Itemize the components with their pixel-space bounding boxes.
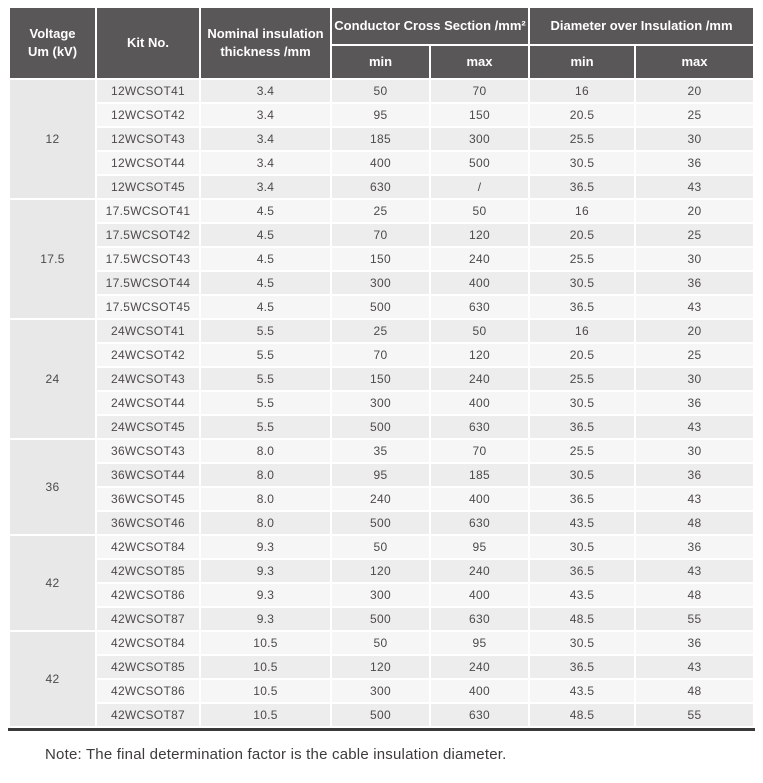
ccs-min-cell: 50: [373, 84, 388, 98]
kit-no-cell: 24WCSOT42: [110, 348, 186, 362]
ccs-max-cell: 300: [469, 132, 490, 146]
dia-min-cell: 36.5: [569, 660, 595, 674]
ccs-max-cell: 150: [469, 108, 490, 122]
dia-min-cell: 25.5: [569, 252, 595, 266]
table-row: [10, 584, 753, 606]
ccs-min-cell: 500: [370, 516, 391, 530]
thickness-cell: 10.5: [253, 636, 278, 650]
table-row: [10, 680, 753, 702]
table-bottom-rule: [8, 728, 755, 731]
ccs-max-cell: 400: [469, 588, 490, 602]
dia-min-cell: 16: [575, 204, 589, 218]
header-voltage-line1: Voltage: [29, 26, 76, 42]
ccs-max-cell: 630: [469, 300, 490, 314]
table-row: [10, 488, 753, 510]
dia-min-cell: 36.5: [569, 564, 595, 578]
thickness-cell: 5.5: [256, 324, 275, 338]
table-row: [10, 296, 753, 318]
dia-min-cell: 36.5: [569, 420, 595, 434]
thickness-cell: 9.3: [256, 564, 275, 578]
ccs-max-cell: 50: [472, 324, 487, 338]
header-voltage: [10, 8, 95, 78]
dia-max-cell: 43: [687, 660, 702, 674]
ccs-max-cell: 240: [469, 372, 490, 386]
ccs-min-cell: 50: [373, 636, 388, 650]
dia-min-cell: 36.5: [569, 492, 595, 506]
dia-max-cell: 43: [687, 180, 702, 194]
thickness-cell: 8.0: [256, 468, 275, 482]
ccs-max-cell: 400: [469, 492, 490, 506]
dia-max-cell: 36: [687, 636, 702, 650]
dia-min-cell: 36.5: [569, 180, 595, 194]
kit-no-cell: 17.5WCSOT45: [105, 300, 191, 314]
kit-no-cell: 42WCSOT85: [110, 564, 186, 578]
table-header: [10, 8, 753, 78]
thickness-cell: 3.4: [256, 156, 275, 170]
voltage-group-cell: 42: [10, 632, 95, 726]
ccs-min-cell: 70: [373, 348, 388, 362]
dia-max-cell: 48: [687, 588, 702, 602]
table-row: [10, 632, 753, 654]
dia-min-cell: 25.5: [569, 444, 595, 458]
dia-max-cell: 20: [687, 84, 702, 98]
ccs-max-cell: 630: [469, 516, 490, 530]
thickness-cell: 4.5: [256, 204, 275, 218]
kit-no-cell: 24WCSOT41: [110, 324, 186, 338]
ccs-max-cell: 50: [472, 204, 487, 218]
voltage-group-cell: 36: [10, 440, 95, 534]
thickness-cell: 5.5: [256, 420, 275, 434]
dia-min-cell: 30.5: [569, 156, 595, 170]
ccs-min-cell: 500: [370, 612, 391, 626]
thickness-cell: 3.4: [256, 132, 275, 146]
table-row: [10, 368, 753, 390]
kit-no-cell: 42WCSOT87: [110, 708, 186, 722]
ccs-min-cell: 500: [370, 420, 391, 434]
table-row: [10, 416, 753, 438]
header-diameter-group: Diameter over Insulation /mm: [530, 8, 753, 44]
dia-max-cell: 55: [687, 612, 702, 626]
kit-no-cell: 42WCSOT85: [110, 660, 186, 674]
table-row: [10, 224, 753, 246]
thickness-cell: 9.3: [256, 540, 275, 554]
ccs-min-cell: 400: [370, 156, 391, 170]
dia-min-cell: 16: [575, 324, 589, 338]
ccs-max-cell: 400: [469, 684, 490, 698]
kit-no-cell: 36WCSOT43: [110, 444, 186, 458]
table-row: [10, 128, 753, 150]
dia-max-cell: 36: [687, 540, 702, 554]
table-row: [10, 272, 753, 294]
thickness-cell: 3.4: [256, 180, 275, 194]
ccs-max-cell: 70: [472, 444, 487, 458]
voltage-group-cell: 24: [10, 320, 95, 438]
header-conductor-group: Conductor Cross Section /mm²: [332, 8, 528, 44]
table-row: [10, 704, 753, 726]
dia-max-cell: 25: [687, 348, 702, 362]
header-dia-min: min: [530, 46, 634, 78]
kit-selection-table-wrap: [8, 6, 755, 763]
thickness-cell: 5.5: [256, 372, 275, 386]
kit-no-cell: 17.5WCSOT41: [105, 204, 191, 218]
ccs-min-cell: 630: [370, 180, 391, 194]
header-thickness-line1: Nominal insulation: [207, 26, 324, 42]
dia-min-cell: 30.5: [569, 396, 595, 410]
ccs-max-cell: 95: [472, 540, 487, 554]
dia-min-cell: 25.5: [569, 372, 595, 386]
table-row: [10, 248, 753, 270]
kit-no-cell: 24WCSOT43: [110, 372, 186, 386]
dia-min-cell: 20.5: [569, 108, 595, 122]
thickness-cell: 9.3: [256, 588, 275, 602]
thickness-cell: 5.5: [256, 396, 275, 410]
dia-min-cell: 30.5: [569, 468, 595, 482]
ccs-min-cell: 120: [370, 564, 391, 578]
dia-max-cell: 43: [687, 492, 702, 506]
header-ccs-min: min: [332, 46, 429, 78]
ccs-max-cell: 95: [472, 636, 487, 650]
ccs-max-cell: 120: [469, 228, 490, 242]
kit-no-cell: 17.5WCSOT44: [105, 276, 191, 290]
thickness-cell: 3.4: [256, 108, 275, 122]
table-row: [10, 536, 753, 558]
thickness-cell: 10.5: [253, 708, 278, 722]
kit-no-cell: 12WCSOT44: [110, 156, 186, 170]
kit-no-cell: 36WCSOT45: [110, 492, 186, 506]
ccs-min-cell: 95: [373, 468, 388, 482]
kit-no-cell: 12WCSOT43: [110, 132, 186, 146]
thickness-cell: 3.4: [256, 84, 275, 98]
kit-no-cell: 42WCSOT86: [110, 588, 186, 602]
ccs-min-cell: 150: [370, 372, 391, 386]
kit-no-cell: 36WCSOT44: [110, 468, 186, 482]
dia-min-cell: 48.5: [569, 612, 595, 626]
ccs-min-cell: 70: [373, 228, 388, 242]
kit-no-cell: 42WCSOT84: [110, 540, 186, 554]
dia-max-cell: 48: [687, 516, 702, 530]
kit-no-cell: 17.5WCSOT42: [105, 228, 191, 242]
table-row: [10, 512, 753, 534]
kit-no-cell: 24WCSOT44: [110, 396, 186, 410]
dia-max-cell: 30: [687, 372, 702, 386]
ccs-min-cell: 300: [370, 588, 391, 602]
ccs-max-cell: 630: [469, 708, 490, 722]
dia-min-cell: 25.5: [569, 132, 595, 146]
dia-min-cell: 43.5: [569, 684, 595, 698]
ccs-max-cell: 185: [469, 468, 490, 482]
header-voltage-line2: Um (kV): [27, 44, 78, 59]
dia-min-cell: 30.5: [569, 636, 595, 650]
ccs-min-cell: 150: [370, 252, 391, 266]
ccs-min-cell: 500: [370, 708, 391, 722]
voltage-group-cell: 17.5: [10, 200, 95, 318]
ccs-min-cell: 95: [373, 108, 388, 122]
thickness-cell: 5.5: [256, 348, 275, 362]
header-dia-max: max: [636, 46, 753, 78]
voltage-group-cell: 42: [10, 536, 95, 630]
ccs-min-cell: 25: [373, 204, 388, 218]
table-row: [10, 104, 753, 126]
ccs-max-cell: 500: [469, 156, 490, 170]
dia-max-cell: 30: [687, 132, 702, 146]
ccs-max-cell: 630: [469, 612, 490, 626]
voltage-group-cell: 12: [10, 80, 95, 198]
thickness-cell: 8.0: [256, 444, 275, 458]
ccs-min-cell: 185: [370, 132, 391, 146]
ccs-max-cell: 630: [469, 420, 490, 434]
dia-max-cell: 36: [687, 276, 702, 290]
dia-max-cell: 55: [687, 708, 702, 722]
table-row: [10, 608, 753, 630]
ccs-max-cell: 400: [469, 276, 490, 290]
dia-max-cell: 43: [687, 300, 702, 314]
dia-max-cell: 25: [687, 108, 702, 122]
ccs-max-cell: 240: [469, 564, 490, 578]
kit-no-cell: 12WCSOT41: [110, 84, 186, 98]
kit-no-cell: 42WCSOT86: [110, 684, 186, 698]
kit-no-cell: 12WCSOT42: [110, 108, 186, 122]
ccs-min-cell: 120: [370, 660, 391, 674]
dia-min-cell: 30.5: [569, 540, 595, 554]
table-row: [10, 80, 753, 102]
ccs-min-cell: 500: [370, 300, 391, 314]
ccs-max-cell: 120: [469, 348, 490, 362]
thickness-cell: 4.5: [256, 276, 275, 290]
dia-max-cell: 43: [687, 564, 702, 578]
dia-max-cell: 36: [687, 156, 702, 170]
dia-max-cell: 43: [687, 420, 702, 434]
table-row: [10, 152, 753, 174]
kit-no-cell: 17.5WCSOT43: [105, 252, 191, 266]
table-row: [10, 440, 753, 462]
kit-no-cell: 42WCSOT84: [110, 636, 186, 650]
thickness-cell: 4.5: [256, 300, 275, 314]
dia-min-cell: 36.5: [569, 300, 595, 314]
ccs-max-cell: 240: [469, 660, 490, 674]
ccs-min-cell: 25: [373, 324, 388, 338]
ccs-min-cell: 35: [373, 444, 388, 458]
dia-max-cell: 30: [687, 444, 702, 458]
kit-no-cell: 42WCSOT87: [110, 612, 186, 626]
thickness-cell: 9.3: [256, 612, 275, 626]
note-text: Note: The final determination factor is the cable insulation diameter.: [45, 746, 507, 763]
table-row: [10, 344, 753, 366]
thickness-cell: 8.0: [256, 492, 275, 506]
kit-selection-table: [8, 6, 755, 728]
dia-min-cell: 20.5: [569, 348, 595, 362]
dia-max-cell: 20: [687, 204, 702, 218]
ccs-max-cell: 70: [472, 84, 487, 98]
table-row: [10, 200, 753, 222]
table-row: [10, 656, 753, 678]
table-row: [10, 464, 753, 486]
table-row: [10, 392, 753, 414]
dia-min-cell: 16: [575, 84, 589, 98]
dia-min-cell: 48.5: [569, 708, 595, 722]
thickness-cell: 10.5: [253, 660, 278, 674]
table-body: [10, 80, 753, 726]
kit-no-cell: 24WCSOT45: [110, 420, 186, 434]
table-row: [10, 176, 753, 198]
ccs-max-cell: /: [477, 180, 482, 194]
ccs-max-cell: 240: [469, 252, 490, 266]
ccs-min-cell: 300: [370, 396, 391, 410]
dia-max-cell: 36: [687, 468, 702, 482]
thickness-cell: 10.5: [253, 684, 278, 698]
header-ccs-max: max: [431, 46, 528, 78]
dia-max-cell: 48: [687, 684, 702, 698]
ccs-min-cell: 300: [370, 684, 391, 698]
table-row: [10, 560, 753, 582]
dia-min-cell: 43.5: [569, 588, 595, 602]
header-kit-no: Kit No.: [97, 8, 199, 78]
thickness-cell: 4.5: [256, 228, 275, 242]
thickness-cell: 4.5: [256, 252, 275, 266]
ccs-max-cell: 400: [469, 396, 490, 410]
ccs-min-cell: 240: [370, 492, 391, 506]
kit-no-cell: 12WCSOT45: [110, 180, 186, 194]
ccs-min-cell: 50: [373, 540, 388, 554]
thickness-cell: 8.0: [256, 516, 275, 530]
dia-max-cell: 20: [687, 324, 702, 338]
dia-max-cell: 36: [687, 396, 702, 410]
header-thickness: [201, 8, 330, 78]
kit-no-cell: 36WCSOT46: [110, 516, 186, 530]
table-row: [10, 320, 753, 342]
dia-max-cell: 30: [687, 252, 702, 266]
dia-min-cell: 43.5: [569, 516, 595, 530]
dia-max-cell: 25: [687, 228, 702, 242]
ccs-min-cell: 300: [370, 276, 391, 290]
dia-min-cell: 20.5: [569, 228, 595, 242]
dia-min-cell: 30.5: [569, 276, 595, 290]
header-thickness-line2: thickness /mm: [220, 44, 311, 59]
